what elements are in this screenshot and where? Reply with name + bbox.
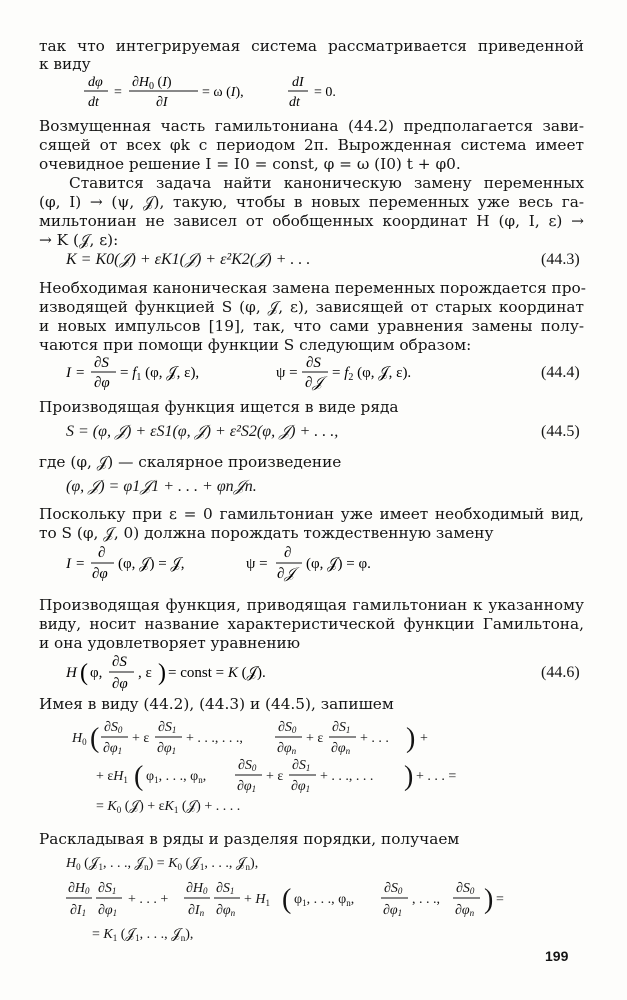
- equation-44-6: [66, 653, 396, 693]
- svg-text:∂S: ∂S: [306, 355, 321, 371]
- svg-text:∂H0: ∂H0: [186, 881, 208, 896]
- text-line: виду, носит название характеристической функции Гамильтона,: [39, 615, 584, 633]
- svg-text:+: +: [420, 731, 428, 746]
- svg-text:=: =: [114, 85, 122, 100]
- svg-text:∂φ1: ∂φ1: [291, 779, 311, 794]
- svg-text:): ): [404, 761, 414, 792]
- svg-text:+ . . .: + . . .: [360, 731, 389, 746]
- equation-orders: [66, 850, 566, 950]
- svg-text:∂In: ∂In: [188, 903, 205, 918]
- svg-text:∂S1: ∂S1: [158, 720, 177, 735]
- svg-text:I: I: [66, 556, 71, 572]
- svg-text:+ εH1: + $\varepsilon H_1$: [96, 769, 128, 785]
- svg-text:∂φ: ∂φ: [112, 676, 128, 692]
- text-line: то S (φ, 𝒥, 0) должна порождать тождественную замену: [39, 524, 494, 542]
- svg-text:(: (: [134, 761, 144, 792]
- svg-text:= f2 (φ, 𝒥, ε).: = $f_2$ (φ, 𝒥, ε).: [332, 365, 412, 383]
- equation-identity-transform: [66, 545, 446, 583]
- svg-text:∂I: ∂I: [156, 95, 168, 110]
- text-line: Необходимая каноническая замена переменных порождается про-: [39, 279, 586, 297]
- text-line: и новых импульсов [19], так, что сами уравнения замены полу-: [39, 317, 584, 335]
- text-line: и она удовлетворяет уравнению: [39, 634, 301, 652]
- svg-text:dt: dt: [289, 95, 300, 110]
- svg-text:∂S: ∂S: [94, 355, 109, 371]
- svg-text:∂S0: ∂S0: [456, 881, 475, 896]
- svg-text:, ε: , ε: [138, 665, 152, 681]
- svg-text:= const = K (𝒥).: = const = K (𝒥).: [168, 665, 266, 681]
- svg-text:∂φn: ∂φn: [277, 741, 297, 756]
- svg-text:∂H0 (I): $\partial H_0$ (I): [132, 75, 172, 92]
- equation-expansion: [66, 718, 536, 818]
- svg-text:φ,: φ,: [90, 665, 103, 681]
- text-line: изводящей функцией S (φ, 𝒥, ε), зависящей от старых координат: [39, 298, 584, 316]
- svg-text:∂: ∂: [284, 545, 292, 561]
- equation-number: (44.3): [541, 251, 580, 268]
- equation-44-5: S = (φ, 𝒥) + εS1(φ, 𝒥) + ε²S2(φ, 𝒥) + . . .,: [66, 423, 339, 440]
- svg-text:∂S1: ∂S1: [332, 720, 351, 735]
- svg-text:, . . .,: , . . .,: [412, 892, 440, 907]
- svg-text:∂φ1: ∂φ1: [103, 741, 123, 756]
- svg-text:+ . . ., . . .: + . . ., . . .: [320, 769, 374, 784]
- svg-text:∂φ1: ∂φ1: [383, 903, 403, 918]
- equation-44-3: K = K0(𝒥) + εK1(𝒥) + ε²K2(𝒥) + . . .: [66, 251, 311, 268]
- text-line: Поскольку при ε = 0 гамильтониан уже имеет необходимый вид,: [39, 505, 584, 523]
- svg-text:∂S1: ∂S1: [216, 881, 235, 896]
- svg-text:∂S0: ∂S0: [384, 881, 403, 896]
- svg-text:∂S0: ∂S0: [104, 720, 123, 735]
- svg-text:= ω (I),: = ω (I),: [202, 85, 244, 100]
- text-line: где (φ, 𝒥) — скалярное произведение: [39, 453, 342, 471]
- svg-text:φ1, . . ., φn,: $\varphi_1$, . . ., $\varphi_n$,: [146, 769, 207, 785]
- text-line: Имея в виду (44.2), (44.3) и (44.5), запишем: [39, 695, 394, 713]
- svg-text:ψ =: ψ =: [276, 365, 298, 381]
- svg-text:∂φ: ∂φ: [92, 566, 108, 582]
- svg-text:= f1 (φ, 𝒥, ε),: = $f_1$ (φ, 𝒥, ε),: [120, 365, 200, 383]
- svg-text:∂S: ∂S: [112, 654, 127, 670]
- text-line: Раскладывая в ряды и разделяя порядки, получаем: [39, 830, 460, 848]
- svg-text:=: =: [76, 556, 85, 572]
- text-line: мильтониан не зависел от обобщенных координат H (φ, I, ε) →: [39, 212, 584, 230]
- equation-scalar-product: (φ, 𝒥) = φ1𝒥1 + . . . + φn𝒥n.: [66, 478, 257, 495]
- svg-text:+ ε: + ε: [306, 731, 324, 746]
- text-line: чаются при помощи функции S следующим образом:: [39, 336, 472, 354]
- svg-text:H: H: [66, 665, 77, 681]
- svg-text:+ ε: + ε: [132, 731, 150, 746]
- svg-text:=: =: [496, 892, 504, 907]
- svg-text:∂φ1: ∂φ1: [237, 779, 257, 794]
- text-line: так что интегрируемая система рассматривается приведенной: [39, 37, 584, 55]
- svg-text:(: (: [90, 723, 100, 754]
- text-line: очевидное решение I = I0 = const, φ = ω (I0) t + φ0.: [39, 155, 461, 173]
- equation-reduced-system: [80, 74, 380, 110]
- svg-text:): ): [158, 660, 166, 686]
- svg-text:∂S1: ∂S1: [292, 758, 311, 773]
- page-number: 199: [545, 948, 569, 964]
- svg-text:): ): [406, 723, 416, 754]
- svg-text:(φ, 𝒥) = 𝒥,: (φ, 𝒥) = 𝒥,: [118, 556, 185, 572]
- svg-text:H0: $H_0$: [72, 731, 87, 747]
- svg-text:= K0 (𝒥) + εK1 (𝒥) + . . . .: = $K_0$ (𝒥) + $\varepsilon K_1$ (𝒥) + . . . .: [96, 799, 241, 815]
- text-line: Ставится задача найти каноническую замену переменных: [69, 174, 584, 192]
- equation-number: (44.6): [541, 664, 580, 681]
- svg-text:dt: dt: [88, 95, 99, 110]
- svg-text:(: (: [80, 660, 88, 686]
- svg-text:=: =: [76, 365, 85, 381]
- equation-44-4: [66, 355, 486, 391]
- svg-text:+ . . ., . . .,: + . . ., . . .,: [186, 731, 243, 746]
- svg-text:∂S0: ∂S0: [238, 758, 257, 773]
- svg-text:I: I: [66, 365, 71, 381]
- svg-text:): ): [484, 884, 494, 915]
- svg-text:∂S1: ∂S1: [98, 881, 117, 896]
- svg-text:= K1 (𝒥1, . . ., 𝒥n),: = $K_1$ (𝒥$_1$, . . ., 𝒥$_n$),: [92, 927, 194, 943]
- svg-text:∂φ: ∂φ: [94, 375, 110, 391]
- svg-text:+ H1: + $H_1$: [244, 892, 271, 908]
- svg-text:(: (: [282, 884, 292, 915]
- svg-text:dI: dI: [292, 75, 304, 90]
- text-line: Производящая функция ищется в виде ряда: [39, 398, 399, 416]
- text-line: → K (𝒥, ε):: [39, 231, 119, 249]
- svg-text:dφ: dφ: [88, 75, 103, 90]
- svg-text:∂S0: ∂S0: [278, 720, 297, 735]
- text-line: Производящая функция, приводящая гамильтониан к указанному: [39, 596, 584, 614]
- svg-text:= 0.: = 0.: [314, 85, 336, 100]
- svg-text:H0 (𝒥1, . . ., 𝒥n) = K0 (𝒥1: $H_0$ (𝒥$_1$, . . ., 𝒥$_n$) = $K_0$ (𝒥$_1$, . . ., 𝒥$_n$),: [66, 856, 259, 872]
- svg-text:∂H0: ∂H0: [68, 881, 90, 896]
- text-line: к виду: [39, 55, 91, 73]
- svg-text:φ1, . . ., φn,: $\varphi_1$, . . ., $\varphi_n$,: [294, 892, 355, 908]
- svg-text:∂𝒥: ∂𝒥: [305, 375, 323, 391]
- svg-text:∂φ1: ∂φ1: [157, 741, 177, 756]
- svg-text:∂φn: ∂φn: [331, 741, 351, 756]
- text-line: сящей от всех φk с периодом 2π. Вырожденная система имеет: [39, 136, 584, 154]
- text-line: (φ, I) → (ψ, 𝒥), такую, чтобы в новых переменных уже весь га-: [39, 193, 584, 211]
- svg-text:+ ε: + ε: [266, 769, 284, 784]
- svg-text:ψ =: ψ =: [246, 556, 268, 572]
- svg-text:∂𝒥: ∂𝒥: [277, 566, 295, 582]
- equation-number: (44.4): [541, 364, 580, 381]
- svg-text:∂φn: ∂φn: [455, 903, 475, 918]
- text-line: Возмущенная часть гамильтониана (44.2) предполагается зави-: [39, 117, 584, 135]
- svg-text:∂I1: ∂I1: [70, 903, 87, 918]
- svg-text:(φ, 𝒥) = φ.: (φ, 𝒥) = φ.: [306, 556, 371, 572]
- svg-text:∂: ∂: [98, 545, 106, 561]
- svg-text:+ . . . =: + . . . =: [416, 769, 457, 784]
- svg-text:∂φn: ∂φn: [216, 903, 236, 918]
- svg-text:∂φ1: ∂φ1: [98, 903, 118, 918]
- equation-number: (44.5): [541, 423, 580, 440]
- svg-text:+ . . . +: + . . . +: [128, 892, 169, 907]
